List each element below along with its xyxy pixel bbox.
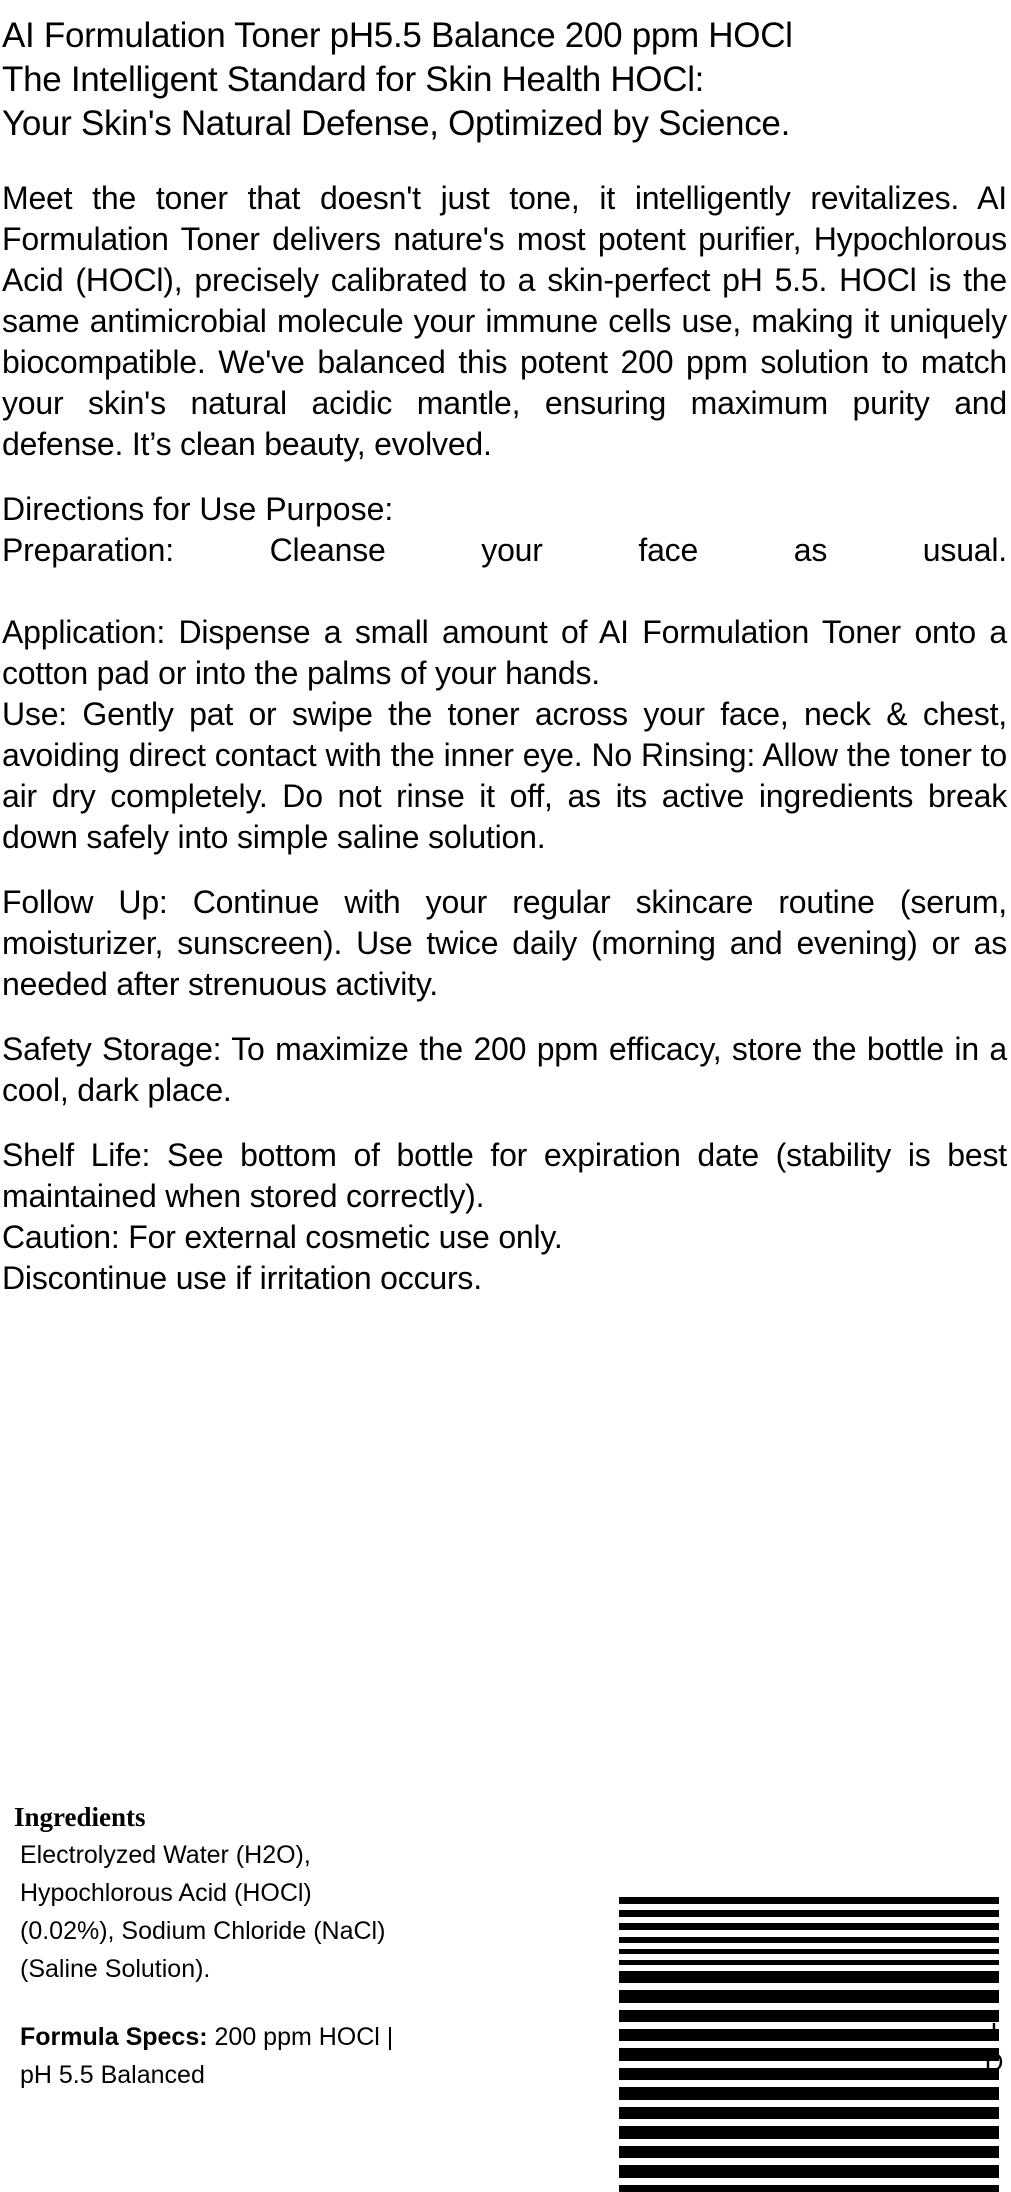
discontinue-text: Discontinue use if irritation occurs. (2, 1260, 482, 1296)
spacer (0, 1005, 1011, 1029)
formula-specs (14, 2018, 600, 2094)
spacer (0, 1111, 1011, 1135)
barcode-bars (619, 1897, 999, 2192)
ingredient-line: Electrolyzed Water (H2O), (20, 1841, 311, 1869)
headline-line-2: The Intelligent Standard for Skin Health HOCl: (2, 60, 705, 99)
headline-line-3: Your Skin's Natural Defense, Optimized by Science. (2, 104, 791, 143)
barcode (619, 1897, 1011, 2192)
safety-text: To maximize the 200 ppm efficacy, store the bottle in a cool, dark place. (2, 1031, 1007, 1108)
barcode-side-text: ID (979, 2017, 1009, 2077)
intro-block (0, 178, 1011, 465)
caution-text: Caution: For external cosmetic use only. (2, 1219, 563, 1255)
follow-up-text: Continue with your regular skincare routine (serum, moisturizer, sunscreen). Use twice daily (morning and evening) or as needed after strenuous activity. (2, 884, 1007, 1002)
ingredients-title: Ingredients (14, 1802, 146, 1832)
formula-specs-label-text: Formula Specs: (20, 2023, 208, 2051)
ingredient-line: (0.02%), Sodium Chloride (NaCl) (20, 1917, 386, 1945)
shelf-life-paragraph (2, 1135, 1007, 1217)
shelf-life-block (0, 1135, 1011, 1299)
spacer (0, 146, 1011, 178)
formula-specs-value-2: pH 5.5 Balanced (20, 2061, 205, 2089)
formula-specs-label (20, 2023, 208, 2051)
ingredient-line: Hypochlorous Acid (HOCl) (20, 1879, 312, 1907)
spacer (0, 858, 1011, 882)
directions-preparation: Preparation: Cleanse your face as usual. (2, 532, 1007, 568)
follow-up-block (0, 882, 1011, 1005)
formula-specs-value: 200 ppm HOCl | (207, 2023, 394, 2051)
safety-block (0, 1029, 1011, 1111)
page-title (2, 14, 1007, 146)
spacer (0, 465, 1011, 489)
directions-block (0, 489, 1011, 858)
shelf-life-text: See bottom of bottle for expiration date (stability is best maintained when stored correctly). (2, 1137, 1007, 1214)
ingredients-block (0, 1800, 600, 2094)
directions-use: Use: Gently pat or swipe the toner across your face, neck & chest, avoiding direct contact with the inner eye. No Rinsing: Allow the toner to air dry completely. Do not rinse it off, as its active ingredients break down safely into simple saline solution. (2, 696, 1007, 855)
directions-application: Application: Dispense a small amount of AI Formulation Toner onto a cotton pad or into the palms of your hands. (2, 614, 1007, 691)
ingredient-line: (Saline Solution). (20, 1955, 211, 1983)
headline-block (0, 14, 1011, 146)
safety-label: Safety Storage: (2, 1031, 222, 1067)
follow-up-label: Follow Up: (2, 884, 168, 920)
shelf-life-label: Shelf Life: (2, 1137, 151, 1173)
headline-line-1: AI Formulation Toner pH5.5 Balance 200 ppm HOCl (2, 16, 793, 55)
intro-paragraph: Meet the toner that doesn't just tone, it intelligently revitalizes. AI Formulation Toner delivers nature's most potent purifier, Hypochlorous Acid (HOCl), precisely calibrated to a skin-perfect pH 5.5. HOCl is the same antimicrobial molecule your immune cells use, making it uniquely biocompatible. We've balanced this potent 200 ppm solution to match your skin's natural acidic mantle, ensuring maximum purity and defense. It’s clean beauty, evolved. (2, 180, 1007, 462)
follow-up-paragraph (2, 882, 1007, 1005)
safety-paragraph (2, 1029, 1007, 1111)
directions-heading: Directions for Use Purpose: (2, 491, 394, 527)
